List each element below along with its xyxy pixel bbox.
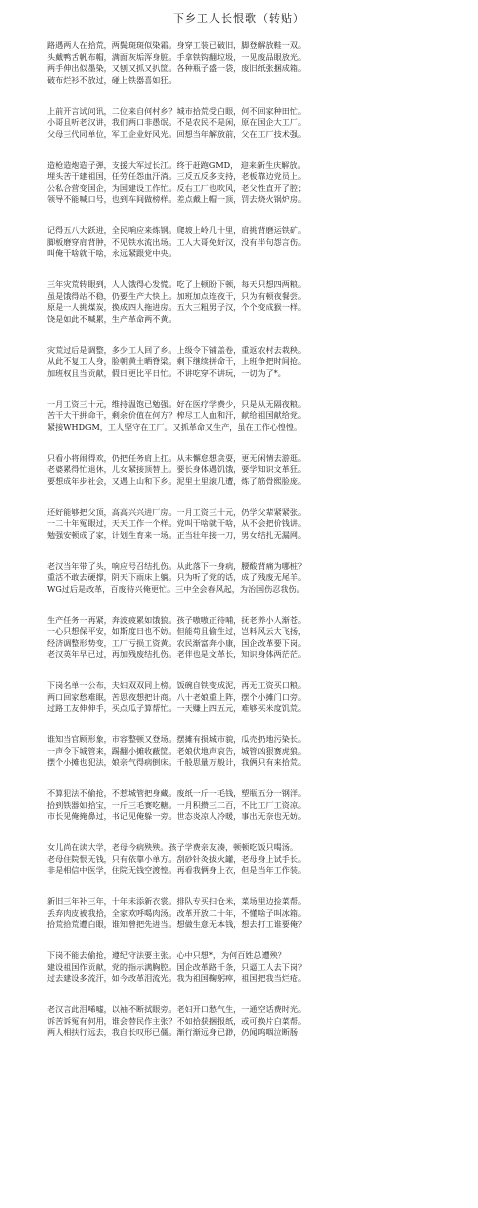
- poem-line: 记得五八大跃进，全民响应来炼钢。爬坡上岭几十里，肩挑背磨运铁矿。: [47, 225, 307, 235]
- poem-line: 下岗名单一公布，夫妇双双同上榜。饭碗自铁变成泥，再无工资买口粮。: [47, 680, 307, 690]
- poem-line: 生产任务一再紧，奔波疲累如饿狼。孩子嗷嗷正待哺，抚老养小人渐苍。: [47, 614, 307, 625]
- poem-line: 埋头苦干建祖国，任劳任怨血汗淌。三反五反多支持，老板靠边党员上。: [47, 171, 307, 181]
- poem-line: 老母住院恨无钱，只有依靠小单方。刮砂针灸拔火罐，老母身上试手长。: [47, 853, 307, 864]
- poem-line: 经济调整形势变，工厂亏损工资黄。农民渐富奔小康，国企改革要下岗。: [47, 637, 307, 648]
- stanza: [47, 788, 478, 823]
- poem-line: 重活不敢去硬撑，阴天下雨床上躺。只为听了党的话，成了残废无尾羊。: [47, 572, 307, 582]
- poem-line: 破布烂衫不放过，碰上铁器喜如狂。: [47, 74, 177, 85]
- stanza: [47, 896, 478, 931]
- poem-line: 叫俺干啥就干啥，永远紧跟党中央。: [47, 248, 177, 258]
- poem-line: 老汉英年早已过，再加残废结扎伤。老伴也是文革长，知识身体两茫茫。: [47, 649, 307, 659]
- poem-line: 摆个小摊也犯法，娘亲气得病倒床。千般思量万般计，我俩只有来拾荒。: [47, 757, 307, 767]
- poem-line: 灾荒过后是调整，多少工人回了乡。上级令下铺盖卷，重返农村去栽秧。: [47, 344, 307, 355]
- poem-line: 拾荒拾荒遭白眼，谁知曾把先进当。想做生意无本钱，想去打工谁要俺？: [47, 919, 307, 929]
- poem-line: 加班权且当贡献，假日更比平日忙。不讲吃穿不讲玩，一切为了*。: [47, 367, 286, 378]
- document-title: 下乡工人长恨歌（转贴）: [173, 12, 305, 25]
- poem-line: 领导不能喊口号，也到车间做榜样。差点戴上帽一顶，罚去烧火锅炉房。: [47, 194, 307, 204]
- poem-line: 市长见俺掩鼻过，书记见俺躲一旁。世态炎凉人冷暖，事出无奈也无妨。: [47, 811, 307, 821]
- poem-line: 要想成年步社会，又遇上山和下乡。泥里土里滚几遭，炼了筋骨熙脸庞。: [47, 475, 307, 486]
- poem-line: 一声令下城管来，踢翻小摊收蔽筐。老娘伏地声哀告，城管凶狠赛虎狼。: [47, 745, 307, 756]
- stanza: [47, 106, 478, 141]
- stanza: [47, 399, 478, 434]
- poem-line: 勉强安顿成了家，计划生育来一场。正当壮年接一刀，男女结扎无漏网。: [47, 529, 307, 540]
- stanza: [47, 561, 478, 596]
- stanza: [47, 950, 478, 985]
- poem-line: 女儿尚在读大学，老母今病殃殃。孩子学费亲友凑，顿顿吃饭只喝汤。: [47, 842, 298, 852]
- stanza: [47, 345, 478, 380]
- poem-line: 小哥且听老汉讲，我们两口非愚氓。不是农民不是闲，原在国企大工厂。: [47, 117, 307, 127]
- poem-line: 头戴鸭舌帆布帽，满面灰垢浑身脏。手拿铁钩翻垃圾，一见废品眼放光。: [47, 51, 307, 62]
- poem-line: 丢弃肉皮被我拾，全家欢呼喝肉汤。改革开放二十年，不懂啥子叫冰箱。: [47, 907, 307, 918]
- poem-line: 还好能够把父顶，高高兴兴进厂房。一月工资三十元，仍学父辈紧紧张。: [47, 506, 307, 517]
- stanza: [47, 40, 478, 86]
- poem-line: 路遇两人在拾荒，两鬓斑斑似染霜。身穿工装已破旧，脚登解放鞋一双。: [47, 40, 307, 50]
- poem-line: 三年灾荒转眼到，人人饿得心发慌。吃了上顿盼下顿，每天只想四两粮。: [47, 279, 307, 289]
- poem-line: 一心只想保平安，如斯度日也不妨。但能苟且偷生过，岂料风云大飞扬，: [47, 626, 307, 636]
- stanza: [47, 842, 478, 877]
- stanza: [47, 160, 478, 206]
- poem-line: 紧接WHDGM，工人坚守在工厂。又抓革命又生产，虽在工作心惶惶。: [47, 421, 303, 432]
- poem-line: 从此不复工人身，脸朝黄土晒脊梁。剩下继续拼命干，上班争把时间抢。: [47, 356, 307, 366]
- poem-line: 虽是饿得站不稳，仍要生产大快上。加班加点连夜干，只为有顿夜餐尝。: [47, 290, 307, 301]
- poem-body: [47, 40, 478, 1039]
- poem-line: 建设祖国作贡献，党的指示满胸腔。国企改革路千条，只逼工人去下岗？: [47, 961, 307, 972]
- poem-line: 饶是如此不喊累，生产革命两不黄。: [47, 313, 177, 324]
- stanza: [47, 680, 478, 715]
- poem-line: 下岗不能去偷抢，遵纪守法要主张。心中只想*，为何百姓总遭殃？: [47, 950, 286, 960]
- poem-line: WG过后是改革，百废待兴俺更忙。三中全会春风起，为治国伤忍我伤。: [47, 583, 305, 594]
- poem-line: 一月工资三十元，维持温饱已勉强。好在医疗学费少，只是从无隔夜粮。: [47, 398, 307, 409]
- poem-line: 两人相扶行远去，我自长叹形已僵。渐行渐远身已渺，仍闻呜咽泣断肠: [47, 1027, 298, 1037]
- poem-line: 谁知当官顾形象，市容整顿又登场。摆摊有损城市貌，瓜壳扔地污染长。: [47, 734, 307, 744]
- poem-line: 父母三代同单位，军工企业好风光。回想当年解放前，父在工厂技术强。: [47, 128, 307, 139]
- poem-line: 拾到铁器如拾宝，一斤三毛赛吃糖。一月积攒三二百，不比工厂工资凉。: [47, 799, 307, 810]
- poem-line: 诉苦诉冤有何用，谁会替民作主张？不如拾获捆报纸，或可换片白菜帮。: [47, 1015, 307, 1026]
- poem-line: 两口回家愁难眠，苦思夜想把计商。八十老娘重上阵，摆个小摊门口旁。: [47, 691, 307, 702]
- poem-line: 苦干大干拼命干，剩余价值在何方？榨尽工人血和汗，献给祖国献给党。: [47, 410, 307, 420]
- poem-line: 上前开言试问讯，二位来自何村乡？城市拾荒受白眼，何不回家种田忙。: [47, 105, 307, 116]
- poem-line: 新旧三年补三年，十年未添新衣裳。排队专买扫仓米，菜场里边捡菜帮。: [47, 896, 307, 906]
- stanza: [47, 453, 478, 488]
- poem-line: 老汉当年带了头，响应号召结扎伤。从此落下一身病，腰酸背痛为哪桩？: [47, 560, 307, 571]
- poem-line: 两手伸出似墨染，又刨又抓又扒筐。各种瓶子盛一袋，废旧纸张捆成箱。: [47, 63, 307, 73]
- poem-line: 原是一人挑煤炭，换成四人拖进房。五大三粗男子汉，个个变成猴一样。: [47, 302, 307, 312]
- stanza: [47, 507, 478, 542]
- poem-line: 不算犯法不偷抢，不惹城管把身藏。废纸一斤一毛钱，塑瓶五分一钢洋。: [47, 788, 307, 798]
- poem-line: 公私合营变国企，为国建设工作忙。反右工厂也吹风，老父性直开了腔；: [47, 182, 307, 193]
- poem-line: 老婆累得忙退休，儿女紧接顶替上。要长身体遇饥饿，要学知识文革狂。: [47, 464, 307, 474]
- stanza: [47, 279, 478, 325]
- stanza: [47, 734, 478, 769]
- poem-line: 只看小将闹得欢，仍把任务肩上扛。从未懈怠想贪耍，更无闲情去游逛。: [47, 452, 307, 463]
- poem-line: 过去建设多流汗，如今改革泪流光。我为祖国鞠躬瘁，祖国把我当烂疮。: [47, 973, 307, 983]
- poem-line: 一二十年冤眼过，天天工作一个样。党叫干啥就干啥，从不会把价钱讲。: [47, 518, 307, 528]
- poem-line: 老汉言此泪唏嘘，以袖不断拭眼旁。老妇开口愁气生，一通空话费时光。: [47, 1004, 307, 1014]
- stanza: [47, 615, 478, 661]
- stanza: [47, 225, 478, 260]
- stanza: [47, 1004, 478, 1039]
- poem-line: 脚板磨穿肩背肿，不见铁水流出场。工人大哥免好汉，没有半句怨言伤。: [47, 236, 307, 247]
- poem-line: 过路工友伸伸手，买点瓜子算帮忙。一天赚上四五元，难够买米度饥荒。: [47, 703, 307, 713]
- poem-line: 造枪造炮造子弹，支援大军过长江。终于赶跑GMD， 迎来新生庆解放。: [47, 159, 306, 170]
- poem-line: 非是相信中医学，住院无钱空渡惶。再看我俩身上衣，但是当年工作装。: [47, 865, 307, 875]
